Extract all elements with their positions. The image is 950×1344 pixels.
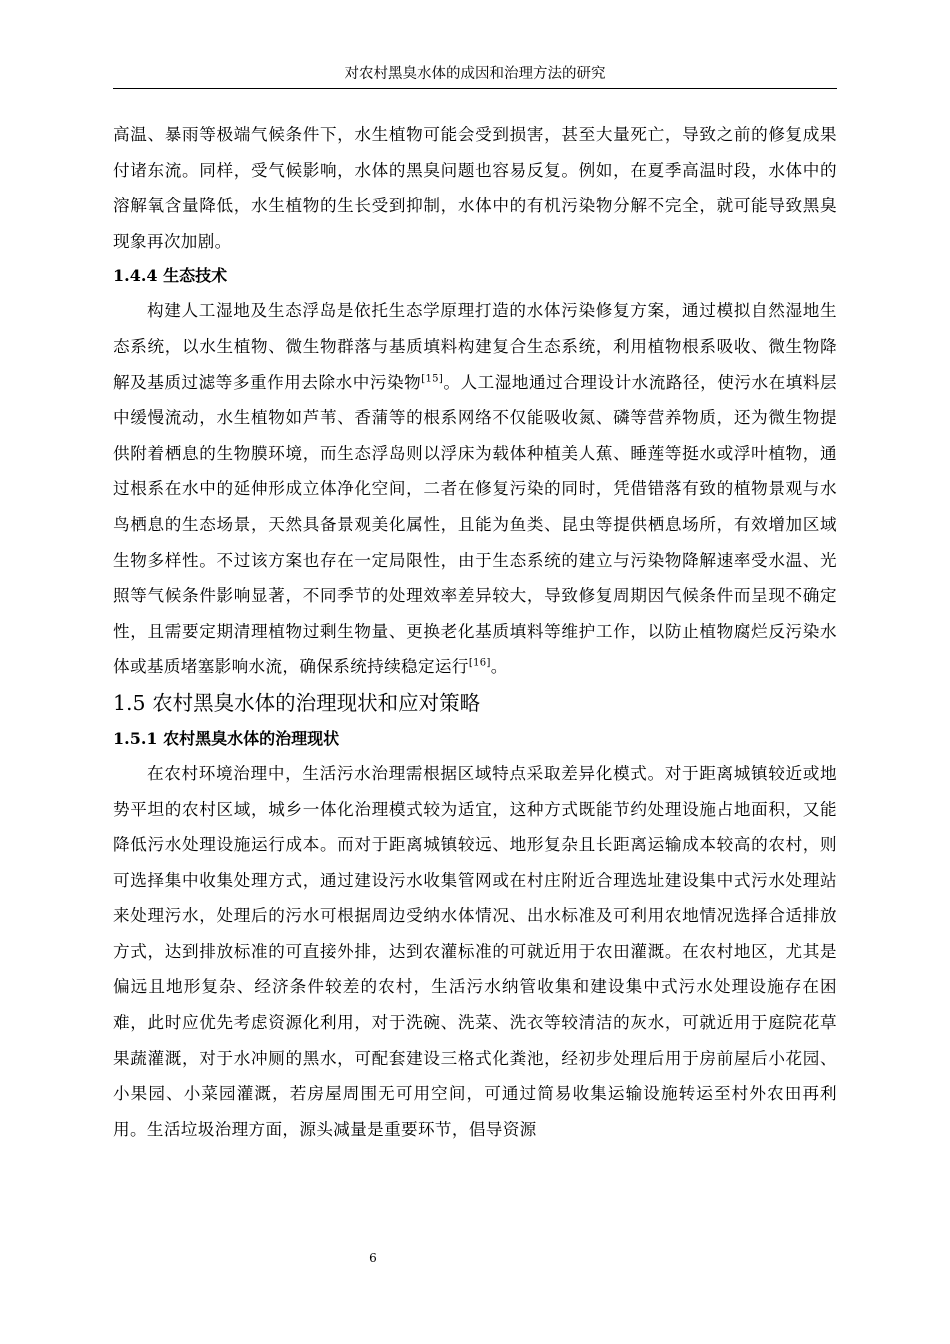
eco-text-part2: 。人工湿地通过合理设计水流路径，使污水在填料层中缓慢流动，水生植物如芦苇、香蒲等的根系网络不仅能吸收氮、磷等营养物质，还为微生物提供附着栖息的生物膜环境，而生态浮岛则以浮床为载体种植美人蕉、睡莲等挺水或浮叶植物，通过根系在水中的延伸形成立体净化空间，二者在修复污染的同时，凭借错落有致的植物景观与水鸟栖息的生态场景，天然具备景观美化属性，且能为鱼类、昆虫等提供栖息场所，有效增加区域生物多样性。不过该方案也存在一定局限性，由于生态系统的建立与污染物降解速率受水温、光照等气候条件影响显著，不同季节的处理效率差异较大，导致修复周期因气候条件而呈现不确定性，且需要定期清理植物过剩生物量、更换老化基质填料等维护工作，以防止植物腐烂反污染水体或基质堵塞影响水流，确保系统持续稳定运行 [113, 372, 837, 677]
body-text [113, 117, 837, 1147]
eco-text-part1: 构建人工湿地及生态浮岛是依托生态学原理打造的水体污染修复方案，通过模拟自然湿地生态系统，以水生植物、微生物群落与基质填料构建复合生态系统，利用植物根系吸收、微生物降解及基质过滤等多重作用去除水中污染物 [113, 301, 837, 392]
heading-1-5: 1.5 农村黑臭水体的治理现状和应对策略 [113, 690, 481, 715]
header-rule [113, 88, 837, 89]
heading-1-5-1: 1.5.1 农村黑臭水体的治理现状 [113, 728, 340, 748]
paragraph-treatment-status: 在农村环境治理中，生活污水治理需根据区域特点采取差异化模式。对于距离城镇较近或地势平坦的农村区域，城乡一体化治理模式较为适宜，这种方式既能节约处理设施占地面积，又能降低污水处理设施运行成本。而对于距离城镇较远、地形复杂且长距离运输成本较高的农村，则可选择集中收集处理方式，通过建设污水收集管网或在村庄附近合理选址建设集中式污水处理站来处理污水，处理后的污水可根据周边受纳水体情况、出水标准及可利用农地情况选择合适排放方式，达到排放标准的可直接外排，达到农灌标准的可就近用于农田灌溉。在农村地区，尤其是偏远且地形复杂、经济条件较差的农村，生活污水纳管收集和建设集中式污水处理设施存在困难，此时应优先考虑资源化利用，对于洗碗、洗菜、洗衣等较清洁的灰水，可就近用于庭院花草果蔬灌溉，对于水冲厕的黑水，可配套建设三格式化粪池，经初步处理后用于房前屋后小花园、小果园、小菜园灌溉，若房屋周围无可用空间，可通过简易收集运输设施转运至村外农田再利用。生活垃圾治理方面，源头减量是重要环节，倡导资源 [113, 763, 837, 1139]
heading-1-4-4: 1.4.4 生态技术 [113, 266, 228, 286]
citation-16: [16] [468, 657, 491, 669]
paragraph-ecological-technology [113, 293, 837, 685]
running-header: 对农村黑臭水体的成因和治理方法的研究 [344, 66, 606, 82]
paragraph-climate-impact: 高温、暴雨等极端气候条件下，水生植物可能会受到损害，甚至大量死亡，导致之前的修复成果付诸东流。同样，受气候影响，水体的黑臭问题也容易反复。例如，在夏季高温时段，水体中的溶解氧含量降低，水生植物的生长受到抑制，水体中的有机污染物分解不完全，就可能导致黑臭现象再次加剧。 [113, 125, 837, 251]
eco-text-end: 。 [490, 657, 508, 677]
page-number: 6 [369, 1251, 377, 1265]
citation-15: [15] [421, 373, 444, 385]
